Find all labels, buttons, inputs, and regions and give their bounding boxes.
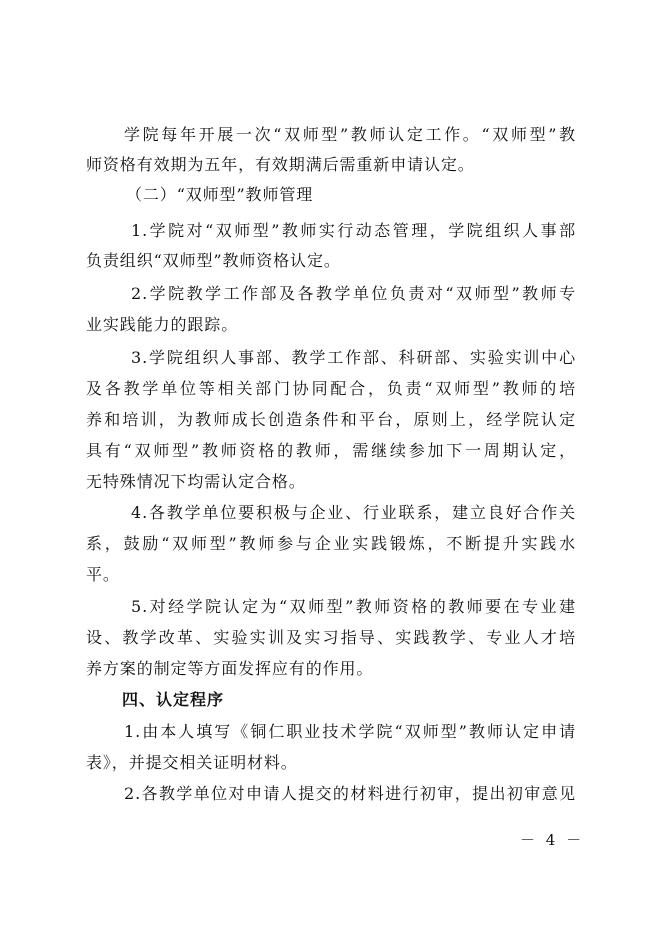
section-heading: 四、认定程序	[122, 690, 225, 709]
text-line: 师资格有效期为五年，有效期满后需重新申请认定。	[86, 155, 475, 174]
text-line: 平。	[86, 565, 120, 584]
text-line: 业实践能力的跟踪。	[86, 315, 239, 334]
text-line: 4.各教学单位要积极与企业、行业联系，建立良好合作关	[131, 503, 576, 522]
text-line: 养方案的制定等方面发挥应有的作用。	[86, 659, 374, 678]
text-line: 及各教学单位等相关部门协同配合，负责“双师型”教师的培	[86, 379, 576, 398]
text-line: 系，鼓励“双师型”教师参与企业实践锻炼，不断提升实践水	[86, 534, 576, 553]
text-line: 5.对经学院认定为“双师型”教师资格的教师要在专业建	[131, 597, 576, 616]
text-line: 1.学院对“双师型”教师实行动态管理，学院组织人事部	[131, 221, 576, 240]
text-line: 设、教学改革、实验实训及实习指导、实践教学、专业人才培	[86, 628, 576, 647]
text-line: 2.各教学单位对申请人提交的材料进行初审，提出初审意见	[124, 784, 576, 803]
section-subheading: （二）“双师型”教师管理	[126, 185, 314, 204]
text-line: 学院每年开展一次“双师型”教师认定工作。“双师型”教	[124, 125, 576, 144]
text-line: 1.由本人填写《铜仁职业技术学院“双师型”教师认定申请	[124, 722, 576, 741]
text-line: 3.学院组织人事部、教学工作部、科研部、实验实训中心	[131, 348, 576, 367]
text-line: 养和培训，为教师成长创造条件和平台，原则上，经学院认定	[86, 410, 576, 429]
text-line: 具有“双师型”教师资格的教师，需继续参加下一周期认定，	[86, 441, 576, 460]
page-number: － 4 －	[520, 831, 585, 849]
text-line: 表》，并提交相关证明材料。	[86, 753, 298, 772]
text-line: 2.学院教学工作部及各教学单位负责对“双师型”教师专	[131, 284, 576, 303]
text-line: 无特殊情况下均需认定合格。	[86, 472, 306, 491]
text-line: 负责组织“双师型”教师资格认定。	[86, 251, 341, 270]
